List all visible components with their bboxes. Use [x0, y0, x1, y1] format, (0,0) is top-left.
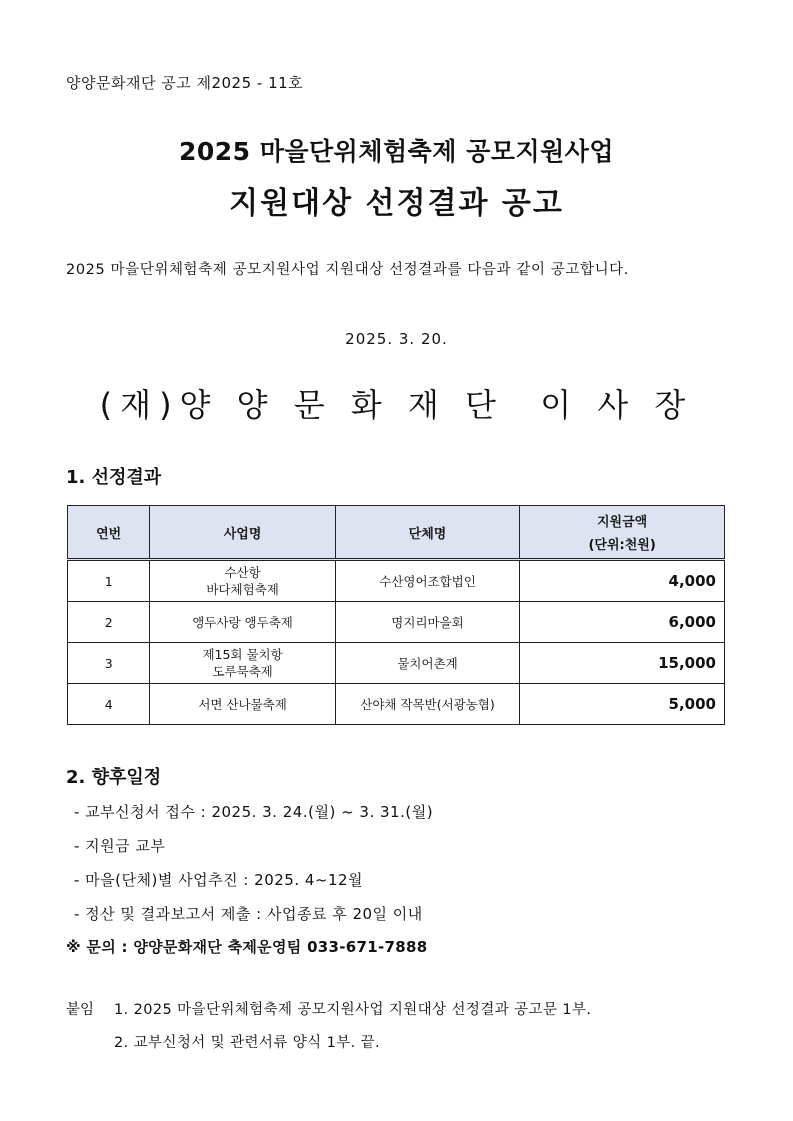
col-header-project: 사업명 — [150, 506, 335, 560]
results-table — [67, 505, 725, 725]
support-amount: 15,000 — [520, 643, 725, 684]
section-heading-results: 1. 선정결과 — [66, 467, 162, 488]
organization-name: 산야채 작목반(서광농협) — [335, 684, 519, 725]
support-amount: 4,000 — [520, 560, 725, 602]
schedule-item: - 마을(단체)별 사업추진 : 2025. 4~12월 — [74, 871, 364, 889]
row-number: 2 — [68, 602, 150, 643]
table-row — [68, 643, 725, 684]
schedule-item: - 정산 및 결과보고서 제출 : 사업종료 후 20일 이내 — [74, 905, 423, 923]
support-amount: 6,000 — [520, 602, 725, 643]
notice-number: 양양문화재단 공고 제2025 - 11호 — [66, 74, 304, 92]
row-number: 3 — [68, 643, 150, 684]
project-name — [150, 560, 335, 602]
col-header-amount-label: 지원금액 — [597, 515, 648, 530]
col-header-amount-unit: (단위:천원) — [588, 538, 656, 553]
project-name-line: 도루묵축제 — [212, 664, 273, 679]
attachment-label: 붙임 — [66, 1002, 95, 1018]
announcement-date: 2025. 3. 20. — [345, 330, 448, 348]
col-header-organization: 단체명 — [335, 506, 519, 560]
project-name: 앵두사랑 앵두축제 — [150, 602, 335, 643]
project-name — [150, 643, 335, 684]
project-name-line: 바다체험축제 — [206, 582, 279, 597]
organization-name: 수산영어조합법인 — [335, 560, 519, 602]
row-number: 1 — [68, 560, 150, 602]
schedule-item: - 교부신청서 접수 : 2025. 3. 24.(월) ~ 3. 31.(월) — [74, 803, 434, 821]
table-row — [68, 684, 725, 725]
project-name: 서면 산나물축제 — [150, 684, 335, 725]
intro-text: 2025 마을단위체험축제 공모지원사업 지원대상 선정결과를 다음과 같이 공고합니다. — [66, 262, 630, 278]
col-header-no: 연번 — [68, 506, 150, 560]
table-row — [68, 602, 725, 643]
document-title: 2025 마을단위체험축제 공모지원사업 — [178, 137, 615, 166]
project-name-line: 제15회 물치항 — [202, 647, 283, 662]
organization-name: 물치어촌계 — [335, 643, 519, 684]
schedule-item: - 지원금 교부 — [74, 837, 166, 855]
document-subtitle: 지원대상 선정결과 공고 — [229, 186, 564, 221]
attachment-item: 2. 교부신청서 및 관련서류 양식 1부. 끝. — [114, 1035, 381, 1051]
table-row — [68, 560, 725, 602]
support-amount: 5,000 — [520, 684, 725, 725]
table-header-row — [68, 506, 725, 560]
project-name-line: 수산항 — [224, 565, 261, 580]
section-heading-schedule: 2. 향후일정 — [66, 767, 162, 788]
attachment-item: 1. 2025 마을단위체험축제 공모지원사업 지원대상 선정결과 공고문 1부. — [114, 1002, 592, 1018]
signer-name: (재)양 양 문 화 재 단 이 사 장 — [99, 386, 694, 424]
col-header-amount — [520, 506, 725, 560]
contact-info: ※ 문의 : 양양문화재단 축제운영팀 033-671-7888 — [66, 938, 428, 956]
row-number: 4 — [68, 684, 150, 725]
organization-name: 명지리마을회 — [335, 602, 519, 643]
